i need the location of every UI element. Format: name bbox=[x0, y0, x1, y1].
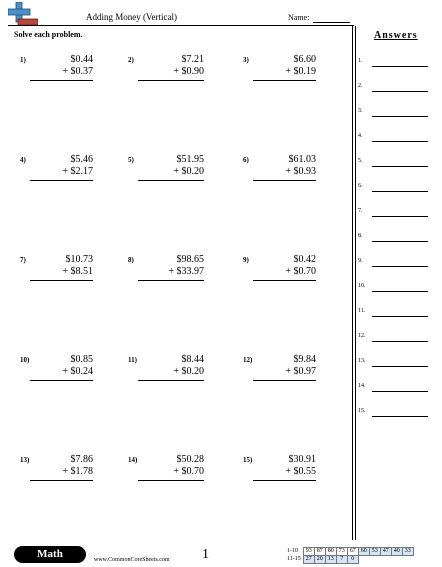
answer-row bbox=[358, 83, 428, 95]
addend-top: $0.44 bbox=[70, 54, 93, 65]
addend-top: $8.44 bbox=[181, 354, 204, 365]
problem-number: 13) bbox=[20, 456, 30, 464]
problem-number: 7) bbox=[20, 256, 26, 264]
problem-5 bbox=[128, 156, 204, 196]
addend-top: $61.03 bbox=[288, 154, 316, 165]
sum-line bbox=[253, 180, 316, 181]
score-cell: 87 bbox=[314, 548, 325, 556]
addend-bottom: + $0.20 bbox=[173, 166, 204, 177]
answer-row bbox=[358, 308, 428, 320]
answer-blank[interactable] bbox=[372, 191, 428, 192]
score-cell: 0 bbox=[347, 556, 358, 564]
sum-line bbox=[30, 280, 93, 281]
problem-4 bbox=[20, 156, 93, 196]
problem-number: 1) bbox=[20, 56, 26, 64]
sum-line bbox=[138, 280, 204, 281]
score-range-label: 11-15 bbox=[287, 556, 301, 562]
problem-number: 2) bbox=[128, 56, 134, 64]
answer-number: 4. bbox=[358, 133, 363, 139]
addend-bottom: + $0.37 bbox=[62, 66, 93, 77]
problem-3 bbox=[243, 56, 316, 96]
math-logo-icon bbox=[8, 2, 38, 26]
answer-blank[interactable] bbox=[372, 366, 428, 367]
problem-number: 6) bbox=[243, 156, 249, 164]
addend-top: $0.42 bbox=[293, 254, 316, 265]
score-cell: 27 bbox=[303, 556, 314, 564]
problem-number: 11) bbox=[128, 356, 137, 364]
addend-top: $7.21 bbox=[181, 54, 204, 65]
answer-number: 12. bbox=[358, 333, 366, 339]
problem-number: 10) bbox=[20, 356, 30, 364]
answer-number: 14. bbox=[358, 383, 366, 389]
sum-line bbox=[253, 380, 316, 381]
addend-bottom: + $0.97 bbox=[285, 366, 316, 377]
name-label: Name: bbox=[288, 13, 310, 22]
score-range-label: 1-10 bbox=[287, 548, 298, 554]
sum-line bbox=[138, 180, 204, 181]
problem-6 bbox=[243, 156, 316, 196]
score-cell: 67 bbox=[347, 548, 358, 556]
problem-number: 5) bbox=[128, 156, 134, 164]
answer-blank[interactable] bbox=[372, 141, 428, 142]
answer-blank[interactable] bbox=[372, 341, 428, 342]
answer-number: 3. bbox=[358, 108, 363, 114]
addend-bottom: + $0.55 bbox=[285, 466, 316, 477]
addend-bottom: + $8.51 bbox=[62, 266, 93, 277]
answer-panel-divider bbox=[352, 26, 353, 540]
worksheet-title: Adding Money (Vertical) bbox=[86, 12, 177, 22]
answer-blank[interactable] bbox=[372, 166, 428, 167]
answer-number: 15. bbox=[358, 408, 366, 414]
problem-14 bbox=[128, 456, 204, 496]
sum-line bbox=[30, 480, 93, 481]
problem-15 bbox=[243, 456, 316, 496]
addend-bottom: + $33.97 bbox=[168, 266, 204, 277]
addend-bottom: + $1.78 bbox=[62, 466, 93, 477]
addend-bottom: + $0.20 bbox=[173, 366, 204, 377]
answer-number: 1. bbox=[358, 58, 363, 64]
score-cell: 60 bbox=[358, 548, 369, 556]
score-row bbox=[286, 548, 413, 556]
problem-11 bbox=[128, 356, 204, 396]
name-field[interactable] bbox=[313, 22, 350, 23]
addend-top: $98.65 bbox=[176, 254, 204, 265]
addend-top: $10.73 bbox=[65, 254, 93, 265]
addend-bottom: + $0.24 bbox=[62, 366, 93, 377]
answer-number: 8. bbox=[358, 233, 363, 239]
score-cell: 53 bbox=[369, 548, 380, 556]
addend-top: $30.91 bbox=[288, 454, 316, 465]
score-row bbox=[286, 556, 413, 564]
answer-row bbox=[358, 383, 428, 395]
answer-number: 7. bbox=[358, 208, 363, 214]
sum-line bbox=[138, 480, 204, 481]
answer-row bbox=[358, 258, 428, 270]
score-cell: 73 bbox=[336, 548, 347, 556]
problem-number: 8) bbox=[128, 256, 134, 264]
answer-number: 9. bbox=[358, 258, 363, 264]
answer-number: 11. bbox=[358, 308, 366, 314]
instructions: Solve each problem. bbox=[14, 30, 83, 39]
answer-row bbox=[358, 58, 428, 70]
addend-top: $50.28 bbox=[176, 454, 204, 465]
addend-bottom: + $0.90 bbox=[173, 66, 204, 77]
header-divider bbox=[8, 25, 354, 26]
addend-bottom: + $0.19 bbox=[285, 66, 316, 77]
sum-line bbox=[253, 280, 316, 281]
answer-blank[interactable] bbox=[372, 116, 428, 117]
answer-number: 2. bbox=[358, 83, 363, 89]
score-table bbox=[286, 547, 414, 564]
sum-line bbox=[138, 80, 204, 81]
addend-top: $51.95 bbox=[176, 154, 204, 165]
addend-top: $0.85 bbox=[70, 354, 93, 365]
problem-7 bbox=[20, 256, 93, 296]
sum-line bbox=[138, 380, 204, 381]
score-cell: 13 bbox=[325, 556, 336, 564]
answer-number: 6. bbox=[358, 183, 363, 189]
problem-1 bbox=[20, 56, 93, 96]
sum-line bbox=[253, 80, 316, 81]
addend-top: $5.46 bbox=[70, 154, 93, 165]
score-cell: 47 bbox=[380, 548, 391, 556]
sum-line bbox=[253, 480, 316, 481]
subject-badge: Math bbox=[14, 546, 86, 563]
sum-line bbox=[30, 80, 93, 81]
sum-line bbox=[30, 380, 93, 381]
problem-number: 9) bbox=[243, 256, 249, 264]
problem-10 bbox=[20, 356, 93, 396]
problem-number: 4) bbox=[20, 156, 26, 164]
answer-number: 10. bbox=[358, 283, 366, 289]
answer-blank[interactable] bbox=[372, 291, 428, 292]
problem-13 bbox=[20, 456, 93, 496]
addend-top: $7.86 bbox=[70, 454, 93, 465]
score-cell: 20 bbox=[314, 556, 325, 564]
answer-blank[interactable] bbox=[372, 91, 428, 92]
answer-blank[interactable] bbox=[372, 316, 428, 317]
answer-row bbox=[358, 358, 428, 370]
answers-title: Answers bbox=[374, 30, 418, 41]
answer-blank[interactable] bbox=[372, 391, 428, 392]
site-url: www.CommonCoreSheets.com bbox=[94, 557, 170, 563]
answer-number: 5. bbox=[358, 158, 363, 164]
answer-blank[interactable] bbox=[372, 266, 428, 267]
score-cell: 40 bbox=[391, 548, 402, 556]
addend-bottom: + $0.93 bbox=[285, 166, 316, 177]
problem-number: 12) bbox=[243, 356, 253, 364]
answer-row bbox=[358, 133, 428, 145]
sum-line bbox=[30, 180, 93, 181]
score-cell: 80 bbox=[325, 548, 336, 556]
addend-bottom: + $0.70 bbox=[173, 466, 204, 477]
score-cell: 33 bbox=[402, 548, 413, 556]
answer-blank[interactable] bbox=[372, 66, 428, 67]
answer-row bbox=[358, 108, 428, 120]
problem-number: 14) bbox=[128, 456, 138, 464]
addend-top: $6.60 bbox=[293, 54, 316, 65]
score-cell: 7 bbox=[336, 556, 347, 564]
problem-2 bbox=[128, 56, 204, 96]
answer-blank[interactable] bbox=[372, 241, 428, 242]
answer-row bbox=[358, 283, 428, 295]
answer-row bbox=[358, 333, 428, 345]
addend-bottom: + $0.70 bbox=[285, 266, 316, 277]
answer-row bbox=[358, 158, 428, 170]
page-number: 1 bbox=[202, 547, 209, 562]
answer-blank[interactable] bbox=[372, 416, 428, 417]
problem-9 bbox=[243, 256, 316, 296]
problem-12 bbox=[243, 356, 316, 396]
score-cell: 93 bbox=[303, 548, 314, 556]
answer-row bbox=[358, 408, 428, 420]
addend-bottom: + $2.17 bbox=[62, 166, 93, 177]
answer-row bbox=[358, 233, 428, 245]
answer-row bbox=[358, 208, 428, 220]
answer-row bbox=[358, 183, 428, 195]
problem-number: 3) bbox=[243, 56, 249, 64]
problem-number: 15) bbox=[243, 456, 253, 464]
problem-8 bbox=[128, 256, 204, 296]
answer-panel-divider bbox=[355, 26, 356, 540]
answer-blank[interactable] bbox=[372, 216, 428, 217]
answer-number: 13. bbox=[358, 358, 366, 364]
addend-top: $9.84 bbox=[293, 354, 316, 365]
